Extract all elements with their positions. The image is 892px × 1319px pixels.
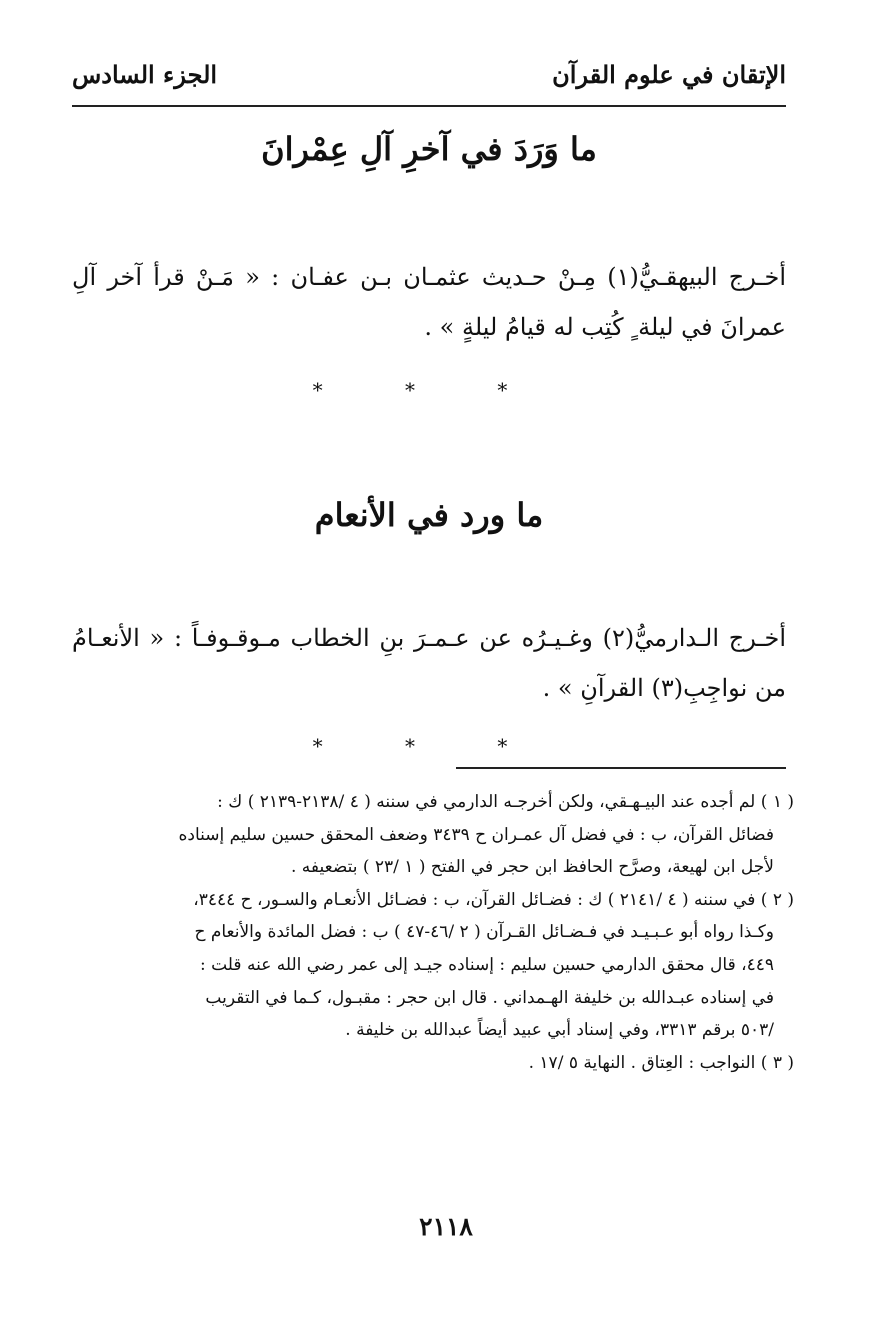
footnote-line: ٤٤٩، قال محقق الدارمي حسين سليم : إسناده جيـد إلى عمر رضي الله عنه قلت : [199,954,774,975]
section-text-al-imran: أخـرج البيهقـيُّ(١) مِـنْ حـديث عثمـان بـن عفـان : « مَـنْ قرأ آخر آلِ عمرانَ في ليلة ٍ كُتِب له قيامُ ليلةٍ » . [72,263,787,341]
volume-label: الجزء السادس [72,60,218,89]
section-separator: * * * [312,734,546,758]
footnote-2 [72,884,794,917]
book-title: الإتقان في علوم القرآن [552,60,786,89]
section-separator: * * * [312,378,546,402]
section-text-anam: أخـرج الـدارميُّ(٢) وغـيـرُه عن عـمـرَ بنِ الخطاب مـوقـوفـاً : « الأنعـامُ من نواجِبِ(٣) القرآنِ » . [72,624,786,702]
footnote-3 [72,1047,794,1080]
footnote-line: وكـذا رواه أبو عـبـيـد في فـضـائل القـرآن ( ٢ /٤٦-٤٧ ) ب : فضل المائدة والأنعام ح [194,922,774,943]
footnote-rule [456,767,786,769]
footnote-line: فضائل القرآن، ب : في فضل آل عمـران ح ٣٤٣٩ وضعف المحقق حسين سليم إسناده [178,824,774,845]
footnote-line: /٥٠٣ برقم ٣٣١٣، وفي إسناد أبي عبيد أيضاً عبدالله بن خليفة . [345,1020,774,1041]
header-rule [72,105,786,107]
page-number: ٢١١٨ [419,1212,473,1241]
footnote-line: في سننه ( ٤ /٢١٤١ ) ك : فضـائل القرآن، ب : فضـائل الأنعـام والسـور، ح ٣٤٤٤، [193,889,756,910]
section-title-al-imran: ما وَرَدَ في آخرِ آلِ عِمْرانَ [261,130,597,168]
footnote-marker: ( ٣ ) [760,1052,794,1073]
footnote-line: لأجل ابن لهيعة، وصرَّح الحافظ ابن حجر في الفتح ( ١ /٢٣ ) بتضعيفه . [290,857,774,878]
running-head [72,60,786,102]
section-title-anam: ما ورد في الأنعام [314,496,544,534]
footnote-1 [72,786,794,819]
footnote-line: في إسناده عبـدالله بن خليفة الهـمداني . قال ابن حجر : مقبـول، كـما في التقريب [205,987,774,1008]
footnote-line: لم أجده عند البيـهـقي، ولكن أخرجـه الدارمي في سننه ( ٤ /٢١٣٨-٢١٣٩ ) ك : [217,792,756,812]
footnote-line: النواجب : العِتاق . النهاية ٥ /١٧ . [528,1052,756,1073]
footnote-marker: ( ١ ) [760,792,794,812]
footnote-marker: ( ٢ ) [760,889,794,910]
footnotes [72,786,794,1079]
